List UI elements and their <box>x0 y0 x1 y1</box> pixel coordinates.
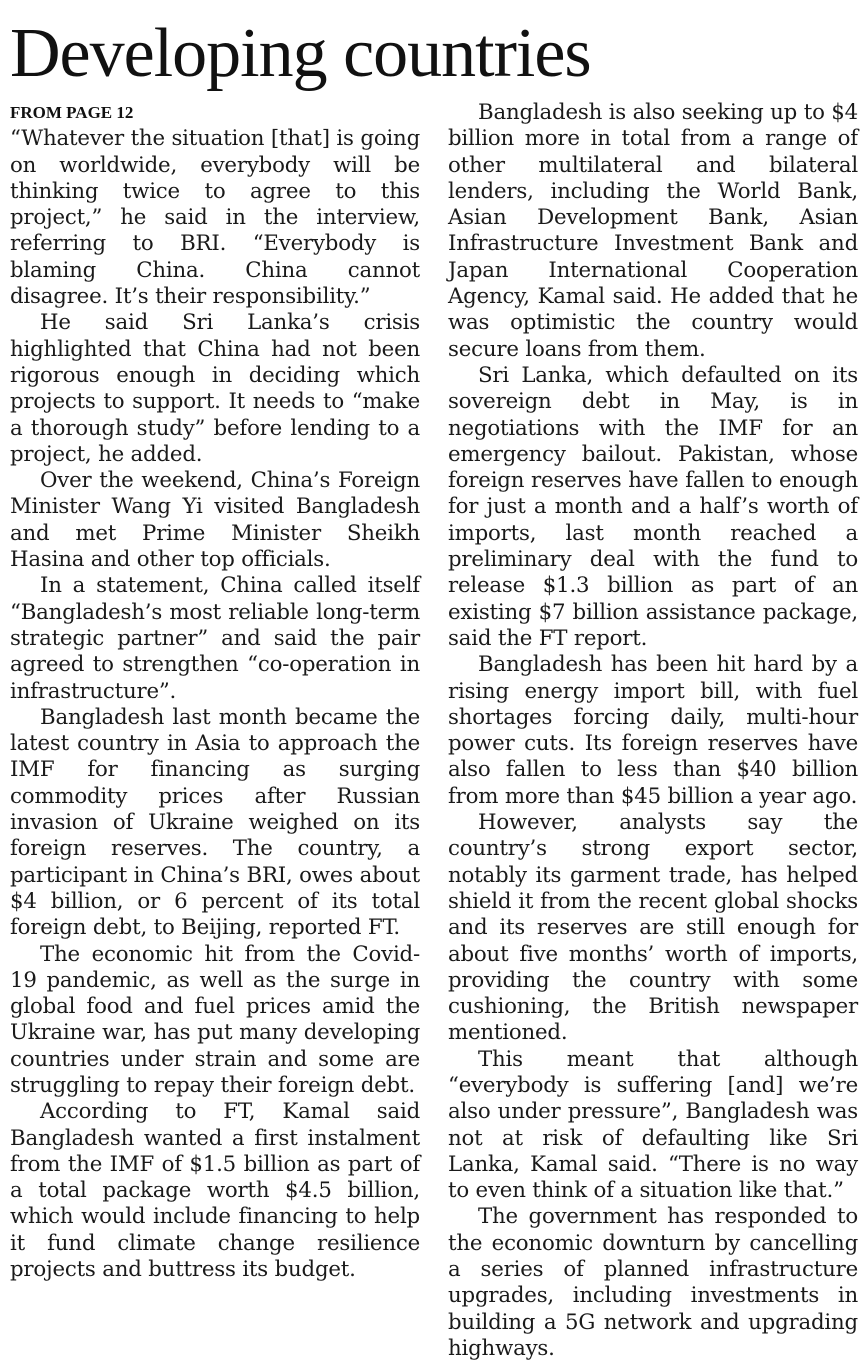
paragraph: This meant that although “everybody is suffering [and] we’re also under pressure”, Bangladesh was not at risk of defaulting like Sri Lanka, Kamal said. “There is no way to even think of a situation like that.” <box>448 1046 858 1204</box>
paragraph: Sri Lanka, which defaulted on its sovereign debt in May, is in negotiations with the IMF for an emergency bailout. Pakistan, whose foreign reserves have fallen to enough for just a month and a half’s worth of imports, last month reached a preliminary deal with the fund to release $1.3 billion as part of an existing $7 billion assistance package, said the FT report. <box>448 362 858 651</box>
paragraph: According to FT, Kamal said Bangladesh wanted a first instalment from the IMF of $1.5 billion as part of a total package worth $4.5 billion, which would include financing to help it fund climate change resilience projects and buttress its budget. <box>10 1099 420 1283</box>
paragraph: In a statement, China called itself “Bangladesh’s most reliable long-term strategic partner” and said the pair agreed to strengthen “co-operation in infrastructure”. <box>10 573 420 704</box>
paragraph: Bangladesh has been hit hard by a rising energy import bill, with fuel shortages forcing daily, multi-hour power cuts. Its foreign reserves have also fallen to less than $40 billion from more than $45 billion a year ago. <box>448 652 858 809</box>
headline: Developing countries <box>10 15 591 92</box>
paragraph: Over the weekend, China’s Foreign Minister Wang Yi visited Bangladesh and met Prime Minister Sheikh Hasina and other top officials. <box>10 468 420 573</box>
paragraph: Bangladesh last month became the latest country in Asia to approach the IMF for financing as surging commodity prices after Russian invasion of Ukraine weighed on its foreign reserves. The country, a participant in China’s BRI, owes about $4 billion, or 6 percent of its total foreign debt, to Beijing, reported FT. <box>10 704 420 941</box>
paragraph: However, analysts say the country’s strong export sector, notably its garment trade, has helped shield it from the recent global shocks and its reserves are still enough for about five months’ worth of imports, providing the country with some cushioning, the British newspaper mentioned. <box>448 810 858 1046</box>
paragraph: The economic hit from the Covid-19 pandemic, as well as the surge in global food and fuel prices amid the Ukraine war, has put many developing countries under strain and some are struggling to repay their foreign debt. <box>10 941 420 1098</box>
paragraph: He said Sri Lanka’s crisis highlighted that China had not been rigorous enough in deciding which projects to support. It needs to “make a thorough study” before lending to a project, he added. <box>10 310 420 467</box>
continued-from-label: FROM PAGE 12 <box>10 103 134 122</box>
article-column-left <box>10 100 420 1283</box>
article-column-right <box>448 100 858 1362</box>
paragraph: “Whatever the situation [that] is going on worldwide, everybody will be thinking twice to agree to this project,” he said in the interview, referring to BRI. “Everybody is blaming China. China cannot disagree. It’s their responsibility.” <box>10 126 420 310</box>
paragraph: The government has responded to the economic downturn by cancelling a series of planned infrastructure upgrades, including investments in building a 5G network and upgrading highways. <box>448 1204 858 1361</box>
paragraph: Bangladesh is also seeking up to $4 billion more in total from a range of other multilateral and bilateral lenders, including the World Bank, Asian Development Bank, Asian Infrastructure Investment Bank and Japan International Cooperation Agency, Kamal said. He added that he was optimistic the country would secure loans from them. <box>448 100 858 362</box>
